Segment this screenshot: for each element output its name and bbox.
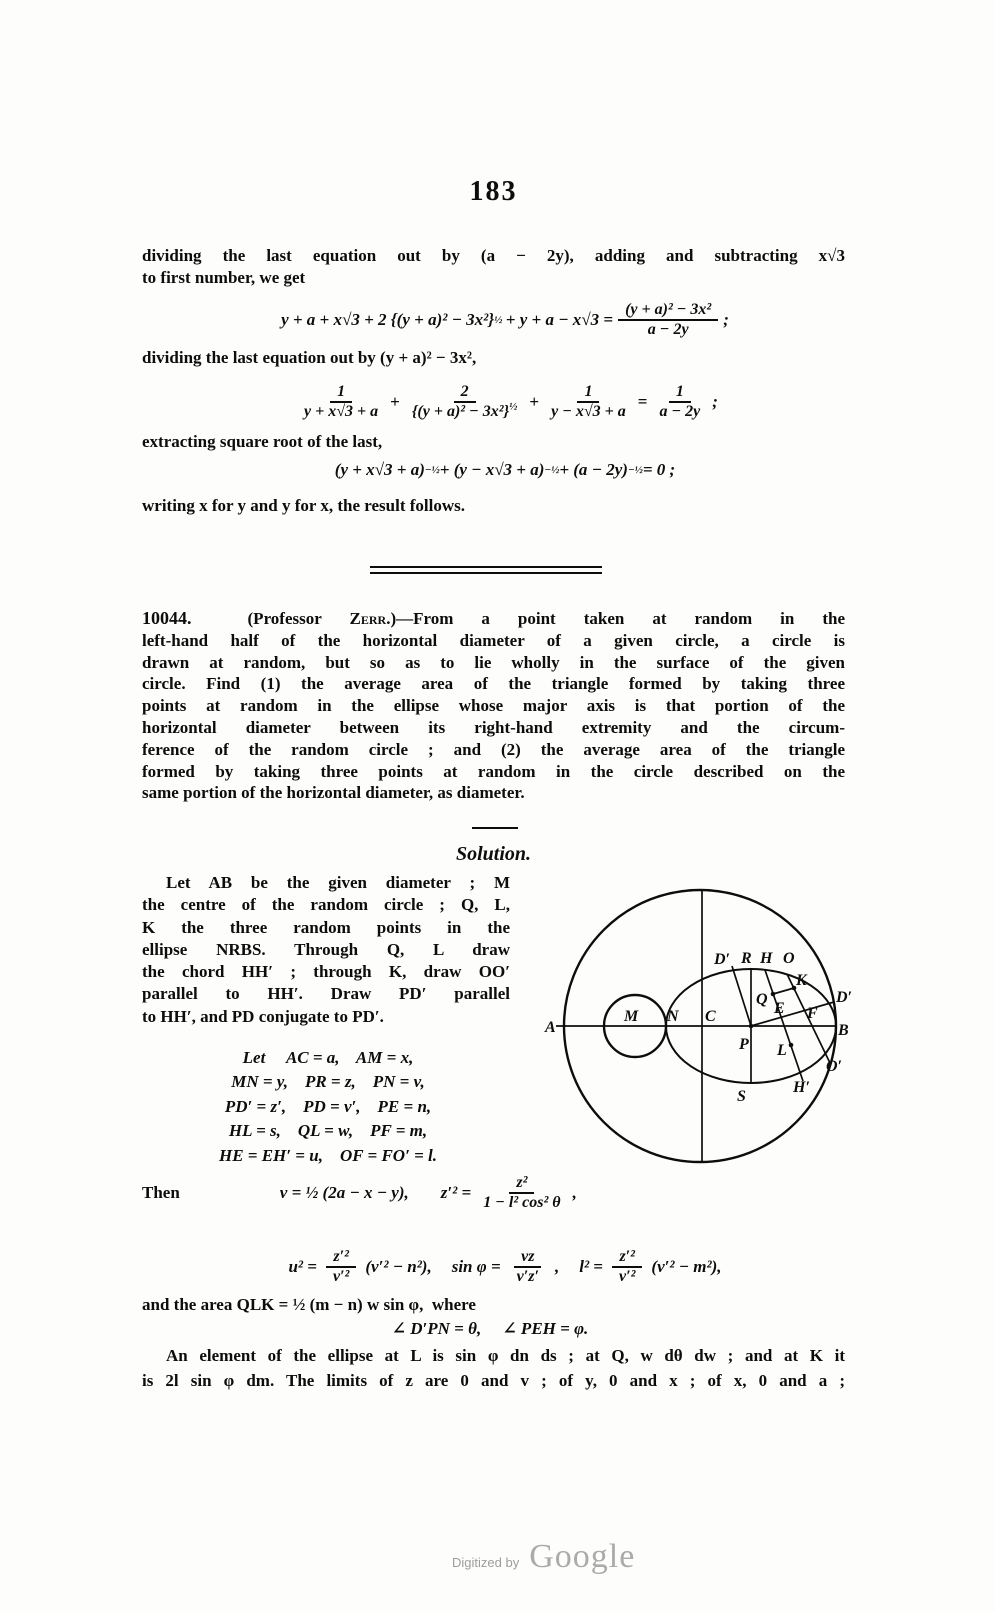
intro-paragraph-4: writing x for y and y for x, the result follows. [142, 496, 465, 515]
sin-eq-lhs: sin φ = [451, 1257, 501, 1276]
figure-label: H [760, 950, 773, 967]
figure-point-dot [789, 1043, 794, 1048]
area-line: and the area QLK = ½ (m − n) w sin φ, where [142, 1295, 476, 1314]
intro-line-2: to first number, we get [142, 268, 306, 287]
figure-label: P [739, 1036, 749, 1053]
eq2-f4-den: a − 2y [659, 403, 701, 420]
figure-point-dot [771, 992, 776, 997]
problem-line-8: formed by taking three points at random in the circle described on the [142, 761, 845, 781]
figure-point-dot [749, 1024, 754, 1029]
figure-label: D′ [836, 989, 853, 1006]
eq3-term-3: + (a − 2y) [559, 460, 628, 479]
u-eq-fraction-3 [612, 1248, 642, 1286]
eq2-f3-den: y − x√3 + a [551, 403, 626, 420]
then-end: , [572, 1183, 577, 1202]
u-eq-f2-num: vz [514, 1248, 541, 1268]
eq2-f2-exponent: ½ [509, 400, 518, 413]
problem-line-1-rest: .)—From a point taken at random in the [386, 609, 845, 628]
section-divider [370, 566, 602, 574]
figure-label: O′ [826, 1058, 843, 1075]
then-label: Then [142, 1183, 180, 1202]
then-eq-v: v = ½ (2a − x − y), [279, 1183, 409, 1202]
figure-label: M [624, 1008, 639, 1025]
figure-label: E [774, 1000, 785, 1017]
problem-line-1 [142, 608, 845, 630]
problem-paragraph [142, 608, 845, 804]
eq2-f4-num: 1 [669, 383, 691, 403]
angles-line: ∠ D′PN = θ, ∠ PEH = φ. [391, 1319, 589, 1338]
eq1-lhs: y + a + x√3 + 2 {(y + a)² − 3x²} [281, 310, 495, 329]
u-eq-f2-den: v′z′ [516, 1268, 539, 1285]
eq3-end: = 0 ; [642, 460, 676, 479]
u-eq-lhs: u² = [288, 1257, 317, 1276]
eq1-end: ; [723, 310, 729, 329]
google-logo: Google [529, 1538, 636, 1575]
definition-line-5: HE = EH′ = u, OF = FO′ = l. [218, 1145, 438, 1165]
figure-label: N [667, 1008, 679, 1025]
intro-paragraph-3: extracting square root of the last, [142, 432, 383, 451]
figure-label: F [807, 1005, 818, 1022]
eq2-plus-2: + [529, 392, 540, 411]
eq2-f1-den: y + x√3 + a [304, 403, 379, 420]
solution-line-4: ellipse NRBS. Through Q, L draw [142, 939, 510, 959]
watermark [452, 1538, 635, 1576]
eq2-end: ; [712, 392, 718, 411]
eq1-mid: + y + a − x√3 = [502, 310, 614, 329]
eq2-equals: = [637, 392, 648, 411]
eq1-fraction-numerator: (y + a)² − 3x² [618, 301, 718, 321]
problem-line-3: drawn at random, but so as to lie wholly in the surface of the given [142, 652, 845, 672]
problem-line-4: circle. Find (1) the average area of the triangle formed by taking three [142, 674, 845, 694]
u-eq-term-2: , [554, 1257, 560, 1276]
watermark-prefix: Digitized by [452, 1555, 520, 1570]
u-eq-fraction-2 [510, 1248, 546, 1286]
problem-author: Zerr [349, 609, 387, 628]
solution-line-5: the chord HH′ ; through K, draw OO′ [142, 962, 510, 982]
solution-line-7: to HH′, and PD conjugate to PD′. [142, 1006, 384, 1026]
page-number: 183 [469, 176, 518, 207]
intro-line-1: dividing the last equation out by (a − 2y), adding and subtracting x√3 [142, 246, 845, 265]
problem-line-9: same portion of the horizontal diameter, as diameter. [142, 783, 525, 803]
eq2-fraction-4 [652, 383, 707, 421]
eq2-f2-num: 2 [454, 383, 476, 403]
figure-label: Q [756, 991, 768, 1008]
eq1-fraction [618, 301, 718, 339]
eq2-fraction-3 [544, 383, 633, 421]
eq3-term-2: + (y − x√3 + a) [439, 460, 545, 479]
eq2-fraction-2 [405, 383, 525, 421]
then-fraction [476, 1174, 567, 1212]
u-equation-line [130, 1238, 880, 1296]
final-line-1: An element of the ellipse at L is sin φ dn ds ; at Q, w dθ dw ; and at K it [166, 1346, 845, 1365]
problem-line-5: points at random in the ellipse whose major axis is that portion of the [142, 696, 845, 716]
definition-line-2: MN = y, PR = z, PN = v, [231, 1072, 425, 1092]
figure-label: B [838, 1022, 849, 1039]
solution-line-1: Let AB be the given diameter ; M [166, 873, 510, 892]
solution-line-3: K the three random points in the [142, 917, 510, 937]
figure-label: K [796, 972, 807, 989]
u-eq-term-1: (v′² − n²), [365, 1257, 432, 1276]
figure-label: L [777, 1042, 787, 1059]
definition-line-4: HL = s, QL = w, PF = m, [228, 1121, 428, 1141]
figure-label: S [737, 1088, 746, 1105]
figure-label: O [783, 950, 795, 967]
intro-paragraph-2: dividing the last equation out by (y + a)² − 3x², [142, 348, 477, 367]
u-eq-term-3: (v′² − m²), [651, 1257, 722, 1276]
solution-rule [472, 827, 518, 829]
then-fraction-den: 1 − l² cos² θ [483, 1194, 561, 1211]
eq2-f1-num: 1 [330, 383, 352, 403]
eq3-term-1: (y + x√3 + a) [334, 460, 425, 479]
u-eq-f3-den: v′² [619, 1268, 636, 1285]
solution-line-2: the centre of the random circle ; Q, L, [142, 895, 510, 915]
eq2-plus-1: + [390, 392, 400, 411]
problem-line-7: ference of the random circle ; and (2) the average area of the triangle [142, 739, 845, 759]
eq1-fraction-denominator: a − 2y [647, 321, 689, 338]
then-eq-z-lhs: z′² = [440, 1183, 472, 1202]
final-paragraph [142, 1343, 845, 1393]
figure-label: H′ [793, 1079, 810, 1096]
then-line [142, 1164, 862, 1222]
equation-2 [130, 372, 880, 432]
u-eq-fraction-1 [326, 1248, 356, 1286]
equation-1: y + a + x√3 + 2 {(y + a)² − 3x²} ½ + y + a − x√3 = $\frac{\text{(y + a)² − 3x²}}{a - 2y}$ ; [281, 301, 729, 338]
figure-line [732, 966, 751, 1026]
u-eq-f1-num: z′² [326, 1248, 356, 1268]
figure-line [773, 988, 794, 994]
u-eq-f3-num: z′² [612, 1248, 642, 1268]
definition-line-3: PD′ = z′, PD = v′, PE = n, [224, 1096, 432, 1116]
solution-figure [536, 848, 970, 1168]
solution-heading: Solution. [455, 843, 532, 865]
figure-label: A [545, 1019, 556, 1036]
definition-line-1: Let AC = a, AM = x, [242, 1048, 414, 1067]
figure-label: R [741, 950, 752, 967]
equation-3: (y + x√3 + a) −½ + (y − x√3 + a) −½ + (a − 2y) −½ = 0 ; [334, 460, 676, 479]
intro-paragraph [142, 245, 845, 289]
eq2-fraction-1 [297, 383, 385, 421]
eq2-f3-num: 1 [577, 383, 599, 403]
final-line-2: is 2l sin φ dm. The limits of z are 0 and v ; of y, 0 and x ; of x, 0 and a ; [142, 1371, 845, 1391]
problem-number: 10044. [142, 608, 192, 628]
figure-label: D′ [714, 951, 731, 968]
solution-line-6: parallel to HH′. Draw PD′ parallel [142, 984, 510, 1004]
definitions-block [142, 1046, 514, 1168]
u-eq-f1-den: v′² [332, 1268, 350, 1285]
eq2-f2-den-text: {(y + a)² − 3x²} [411, 403, 510, 420]
problem-line-2: left-hand half of the horizontal diameter of a given circle, a circle is [142, 630, 845, 650]
eq2-f2-den [405, 400, 525, 421]
l-eq-lhs: l² = [579, 1257, 603, 1276]
problem-author-prefix: (Professor [191, 609, 350, 628]
solution-paragraph [142, 872, 510, 1028]
problem-line-6: horizontal diameter between its right-hand extremity and the circum- [142, 717, 845, 737]
then-fraction-num: z² [509, 1174, 534, 1194]
figure-label: C [705, 1008, 716, 1025]
